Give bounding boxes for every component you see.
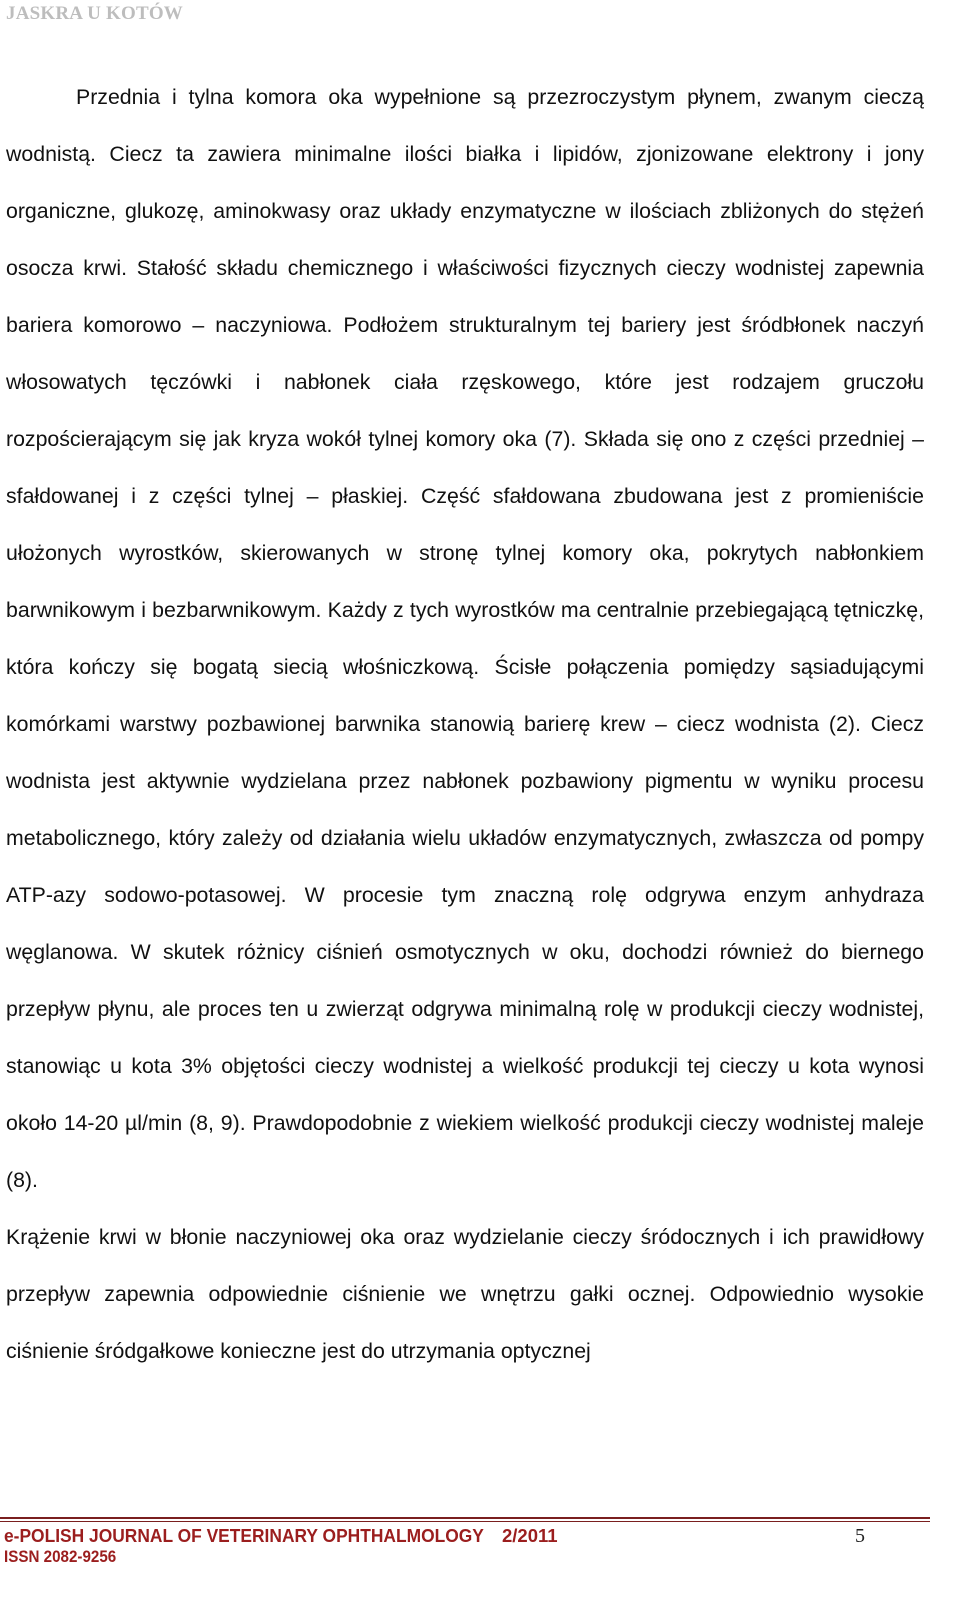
footer-divider-thin bbox=[0, 1521, 930, 1522]
footer-divider bbox=[0, 1517, 930, 1519]
paragraph-1: Przednia i tylna komora oka wypełnione są przezroczystym płynem, zwanym cieczą wodnistą. Ciecz ta zawiera minimalne ilości białka i lipidów, zjonizowane elektrony i jony organiczne, glukozę, aminokwasy oraz układy enzymatyczne w ilościach zbliżonych do stężeń osocza krwi. Stałość składu chemicznego i właściwości fizycznych cieczy wodnistej zapewnia bariera komorowo – naczyniowa. Podłożem strukturalnym tej bariery jest śródbłonek naczyń włosowatych tęczówki i nabłonek ciała rzęskowego, które jest rodzajem gruczołu rozpościerającym się jak kryza wokół tylnej komory oka (7). Składa się ono z części przedniej – sfałdowanej i z części tylnej – płaskiej. Część sfałdowana zbudowana jest z promieniście ułożonych wyrostków, skierowanych w stronę tylnej komory oka, pokrytych nabłonkiem barwnikowym i bezbarwnikowym. Każdy z tych wyrostków ma centralnie przebiegającą tętniczkę, która kończy się bogatą siecią włośniczkową. Ścisłe połączenia pomiędzy sąsiadującymi komórkami warstwy pozbawionej barwnika stanowią barierę krew – ciecz wodnista (2). Ciecz wodnista jest aktywnie wydzielana przez nabłonek pozbawiony pigmentu w wyniku procesu metabolicznego, który zależy od działania wielu układów enzymatycznych, zwłaszcza od pompy ATP-azy sodowo-potasowej. W procesie tym znaczną rolę odgrywa enzym anhydraza węglanowa. W skutek różnicy ciśnień osmotycznych w oku, dochodzi również do biernego przepływ płynu, ale proces ten u zwierząt odgrywa minimalną rolę w produkcji cieczy wodnistej, stanowiąc u kota 3% objętości cieczy wodnistej a wielkość produkcji tej cieczy u kota wynosi około 14-20 µl/min (8, 9). Prawdopodobnie z wiekiem wielkość produkcji cieczy wodnistej maleje (8). bbox=[6, 85, 924, 1192]
paragraph-2: Krążenie krwi w błonie naczyniowej oka oraz wydzielanie cieczy śródocznych i ich prawidłowy przepływ zapewnia odpowiednie ciśnienie we wnętrzu gałki ocznej. Odpowiednio wysokie ciśnienie śródgałkowe konieczne jest do utrzymania optycznej bbox=[6, 1225, 924, 1363]
footer-journal-title: e-POLISH JOURNAL OF VETERINARY OPHTHALMOLOGY bbox=[4, 1525, 484, 1546]
footer-issue-number: 2/2011 bbox=[502, 1525, 558, 1546]
article-body bbox=[6, 69, 924, 1380]
footer-issn: ISSN 2082-9256 bbox=[4, 1548, 117, 1566]
running-header: JASKRA U KOTÓW bbox=[6, 3, 183, 24]
page-number: 5 bbox=[855, 1525, 865, 1547]
